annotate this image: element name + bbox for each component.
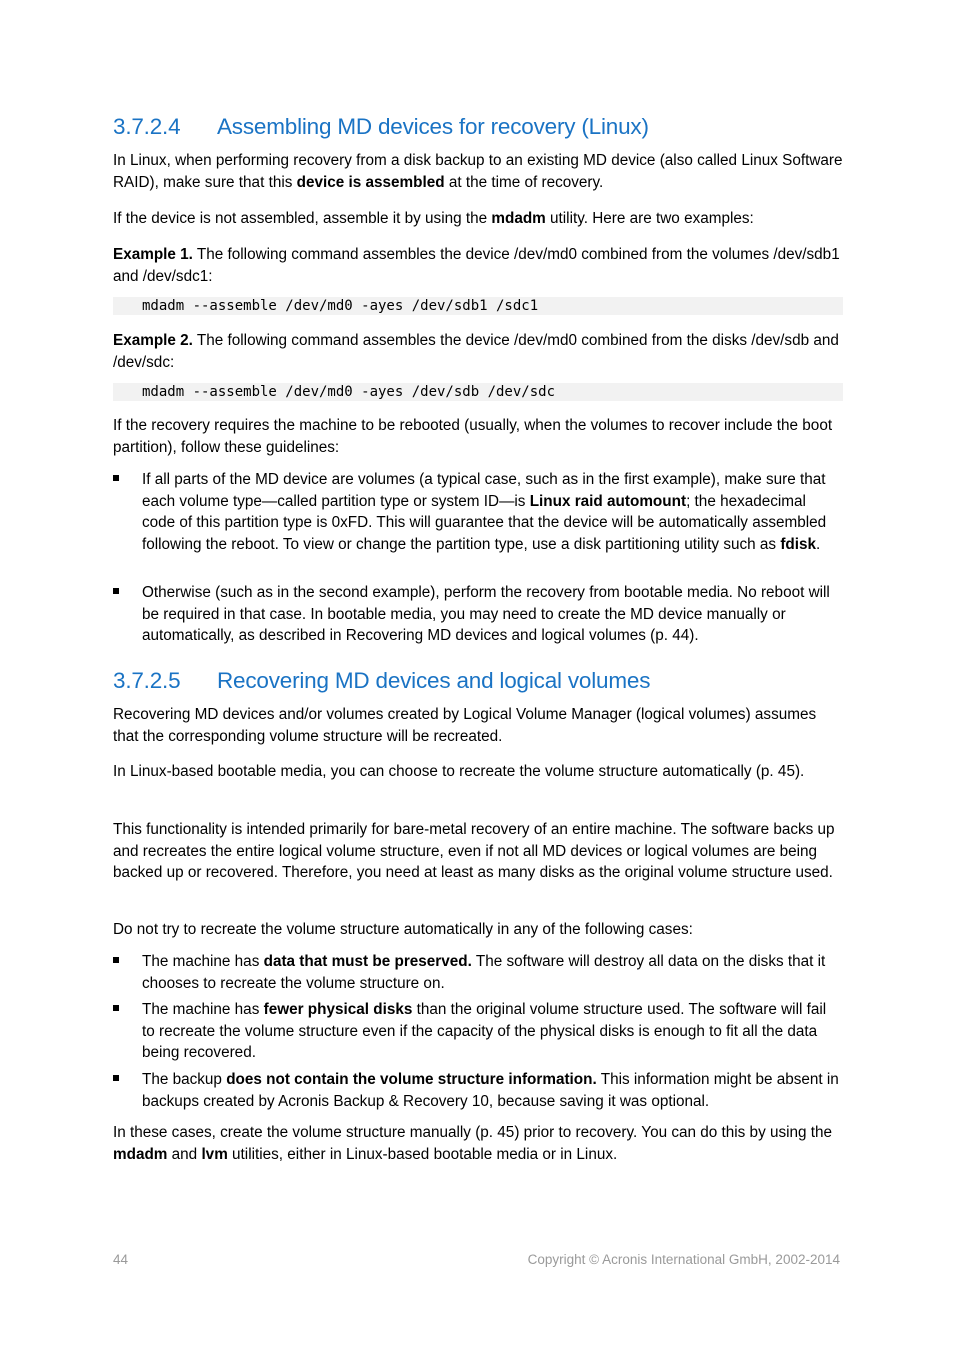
bullet-icon (113, 475, 119, 481)
section-heading-3-7-2-4 (113, 114, 649, 140)
bold-text: data that must be preserved. (263, 953, 472, 970)
text: In Linux, when performing recovery from a disk backup to an existing MD device (also called Linux Software RAID), make sure that this (113, 152, 843, 191)
section-number: 3.7.2.5 (113, 668, 181, 693)
list-item (113, 469, 843, 555)
list-item-text (142, 951, 843, 994)
paragraph (113, 1122, 843, 1165)
text: This information might be absent in backups created by Acronis Backup & Recovery 10, because saving it was optional. (142, 1071, 839, 1110)
bold-text: Example 1. (113, 246, 193, 263)
bold-text: lvm (201, 1145, 228, 1163)
example-2-paragraph (113, 330, 843, 373)
text: If all parts of the MD device are volumes (a typical case, such as in the first example), make sure that each volume type—called partition type or system ID—is (142, 471, 826, 510)
section-title: Assembling MD devices for recovery (Linux) (217, 114, 649, 139)
section-heading-3-7-2-5 (113, 668, 650, 694)
section-number: 3.7.2.4 (113, 114, 181, 139)
example-1-paragraph (113, 244, 843, 287)
paragraph (113, 150, 843, 193)
text: utility. Here are two examples: (545, 210, 754, 227)
bullet-icon (113, 1075, 119, 1081)
text: The following command assembles the device /dev/md0 combined from the disks /dev/sdb and /dev/sdc: (113, 332, 839, 371)
list-item-text: Otherwise (such as in the second example), perform the recovery from bootable media. No reboot will be required in that case. In bootable media, you may need to create the MD device manually or automatically, as described in Recovering MD devices and logical volumes (p. 44). (142, 584, 830, 644)
list-item (113, 582, 843, 647)
text: . (816, 535, 821, 553)
bold-text: fdisk (780, 535, 817, 553)
list-item-text (142, 469, 843, 555)
bold-text: device is assembled (296, 173, 445, 191)
code-block-2: mdadm --assemble /dev/md0 -ayes /dev/sdb /dev/sdc (113, 383, 843, 401)
list-item (113, 951, 843, 994)
bold-text: does not contain the volume structure information. (226, 1071, 597, 1088)
bold-text: Linux raid automount (529, 492, 687, 510)
paragraph: This functionality is intended primarily for bare-metal recovery of an entire machine. The software backs up and recreates the entire logical volume structure, even if not all MD devices or logical volumes are being backed up or recovered. Therefore, you need at least as many disks as the original volume structure used. (113, 821, 835, 881)
text: If the device is not assembled, assemble it by using the (113, 210, 492, 227)
text: The backup (142, 1071, 227, 1088)
paragraph: If the recovery requires the machine to be rebooted (usually, when the volumes to recover include the boot partition), follow these guidelines: (113, 417, 833, 456)
text: The software will destroy all data on the disks that it chooses to recreate the volume structure on. (142, 953, 826, 992)
paragraph: Do not try to recreate the volume structure automatically in any of the following cases: (113, 921, 693, 938)
code-block-1: mdadm --assemble /dev/md0 -ayes /dev/sdb1 /sdc1 (113, 297, 843, 315)
list-item (113, 1069, 843, 1112)
text: at the time of recovery. (444, 173, 604, 191)
list-item-text (142, 1069, 843, 1112)
bullet-icon (113, 1005, 119, 1011)
text: The following command assembles the device /dev/md0 combined from the volumes /dev/sdb1 and /dev/sdc1: (113, 246, 840, 285)
bullet-icon (113, 957, 119, 963)
paragraph (113, 208, 843, 230)
bold-text: mdadm (491, 210, 546, 227)
text: In these cases, create the volume structure manually (p. 45) prior to recovery. You can do this by using the (113, 1124, 833, 1141)
list-item-text (142, 999, 843, 1064)
copyright-notice: Copyright © Acronis International GmbH, 2002-2014 (527, 1252, 840, 1267)
bold-text: mdadm (113, 1145, 168, 1163)
section-title: Recovering MD devices and logical volumes (217, 668, 651, 693)
list-item (113, 999, 843, 1064)
text: utilities, either in Linux-based bootable media or in Linux. (227, 1145, 618, 1163)
bullet-icon (113, 588, 119, 594)
text: The machine has (142, 1001, 264, 1018)
text: than the original volume structure used. The software will fail to recreate the volume structure even if the capacity of the physical disks is enough to fit all the data being recovered. (142, 1001, 827, 1061)
text: The machine has (142, 953, 264, 970)
text: ; the hexadecimal code of this partition type is 0xFD. This will guarantee that the device will be automatically assembled following the reboot. To view or change the partition type, use a disk partitioning utility such as (142, 492, 827, 553)
text: and (167, 1145, 202, 1163)
bold-text: fewer physical disks (263, 1001, 413, 1018)
paragraph: Recovering MD devices and/or volumes created by Logical Volume Manager (logical volumes) assumes that the corresponding volume structure will be recreated. (113, 706, 817, 745)
page-number: 44 (113, 1252, 129, 1267)
bold-text: Example 2. (113, 332, 193, 349)
paragraph: In Linux-based bootable media, you can choose to recreate the volume structure automatically (p. 45). (113, 763, 805, 780)
